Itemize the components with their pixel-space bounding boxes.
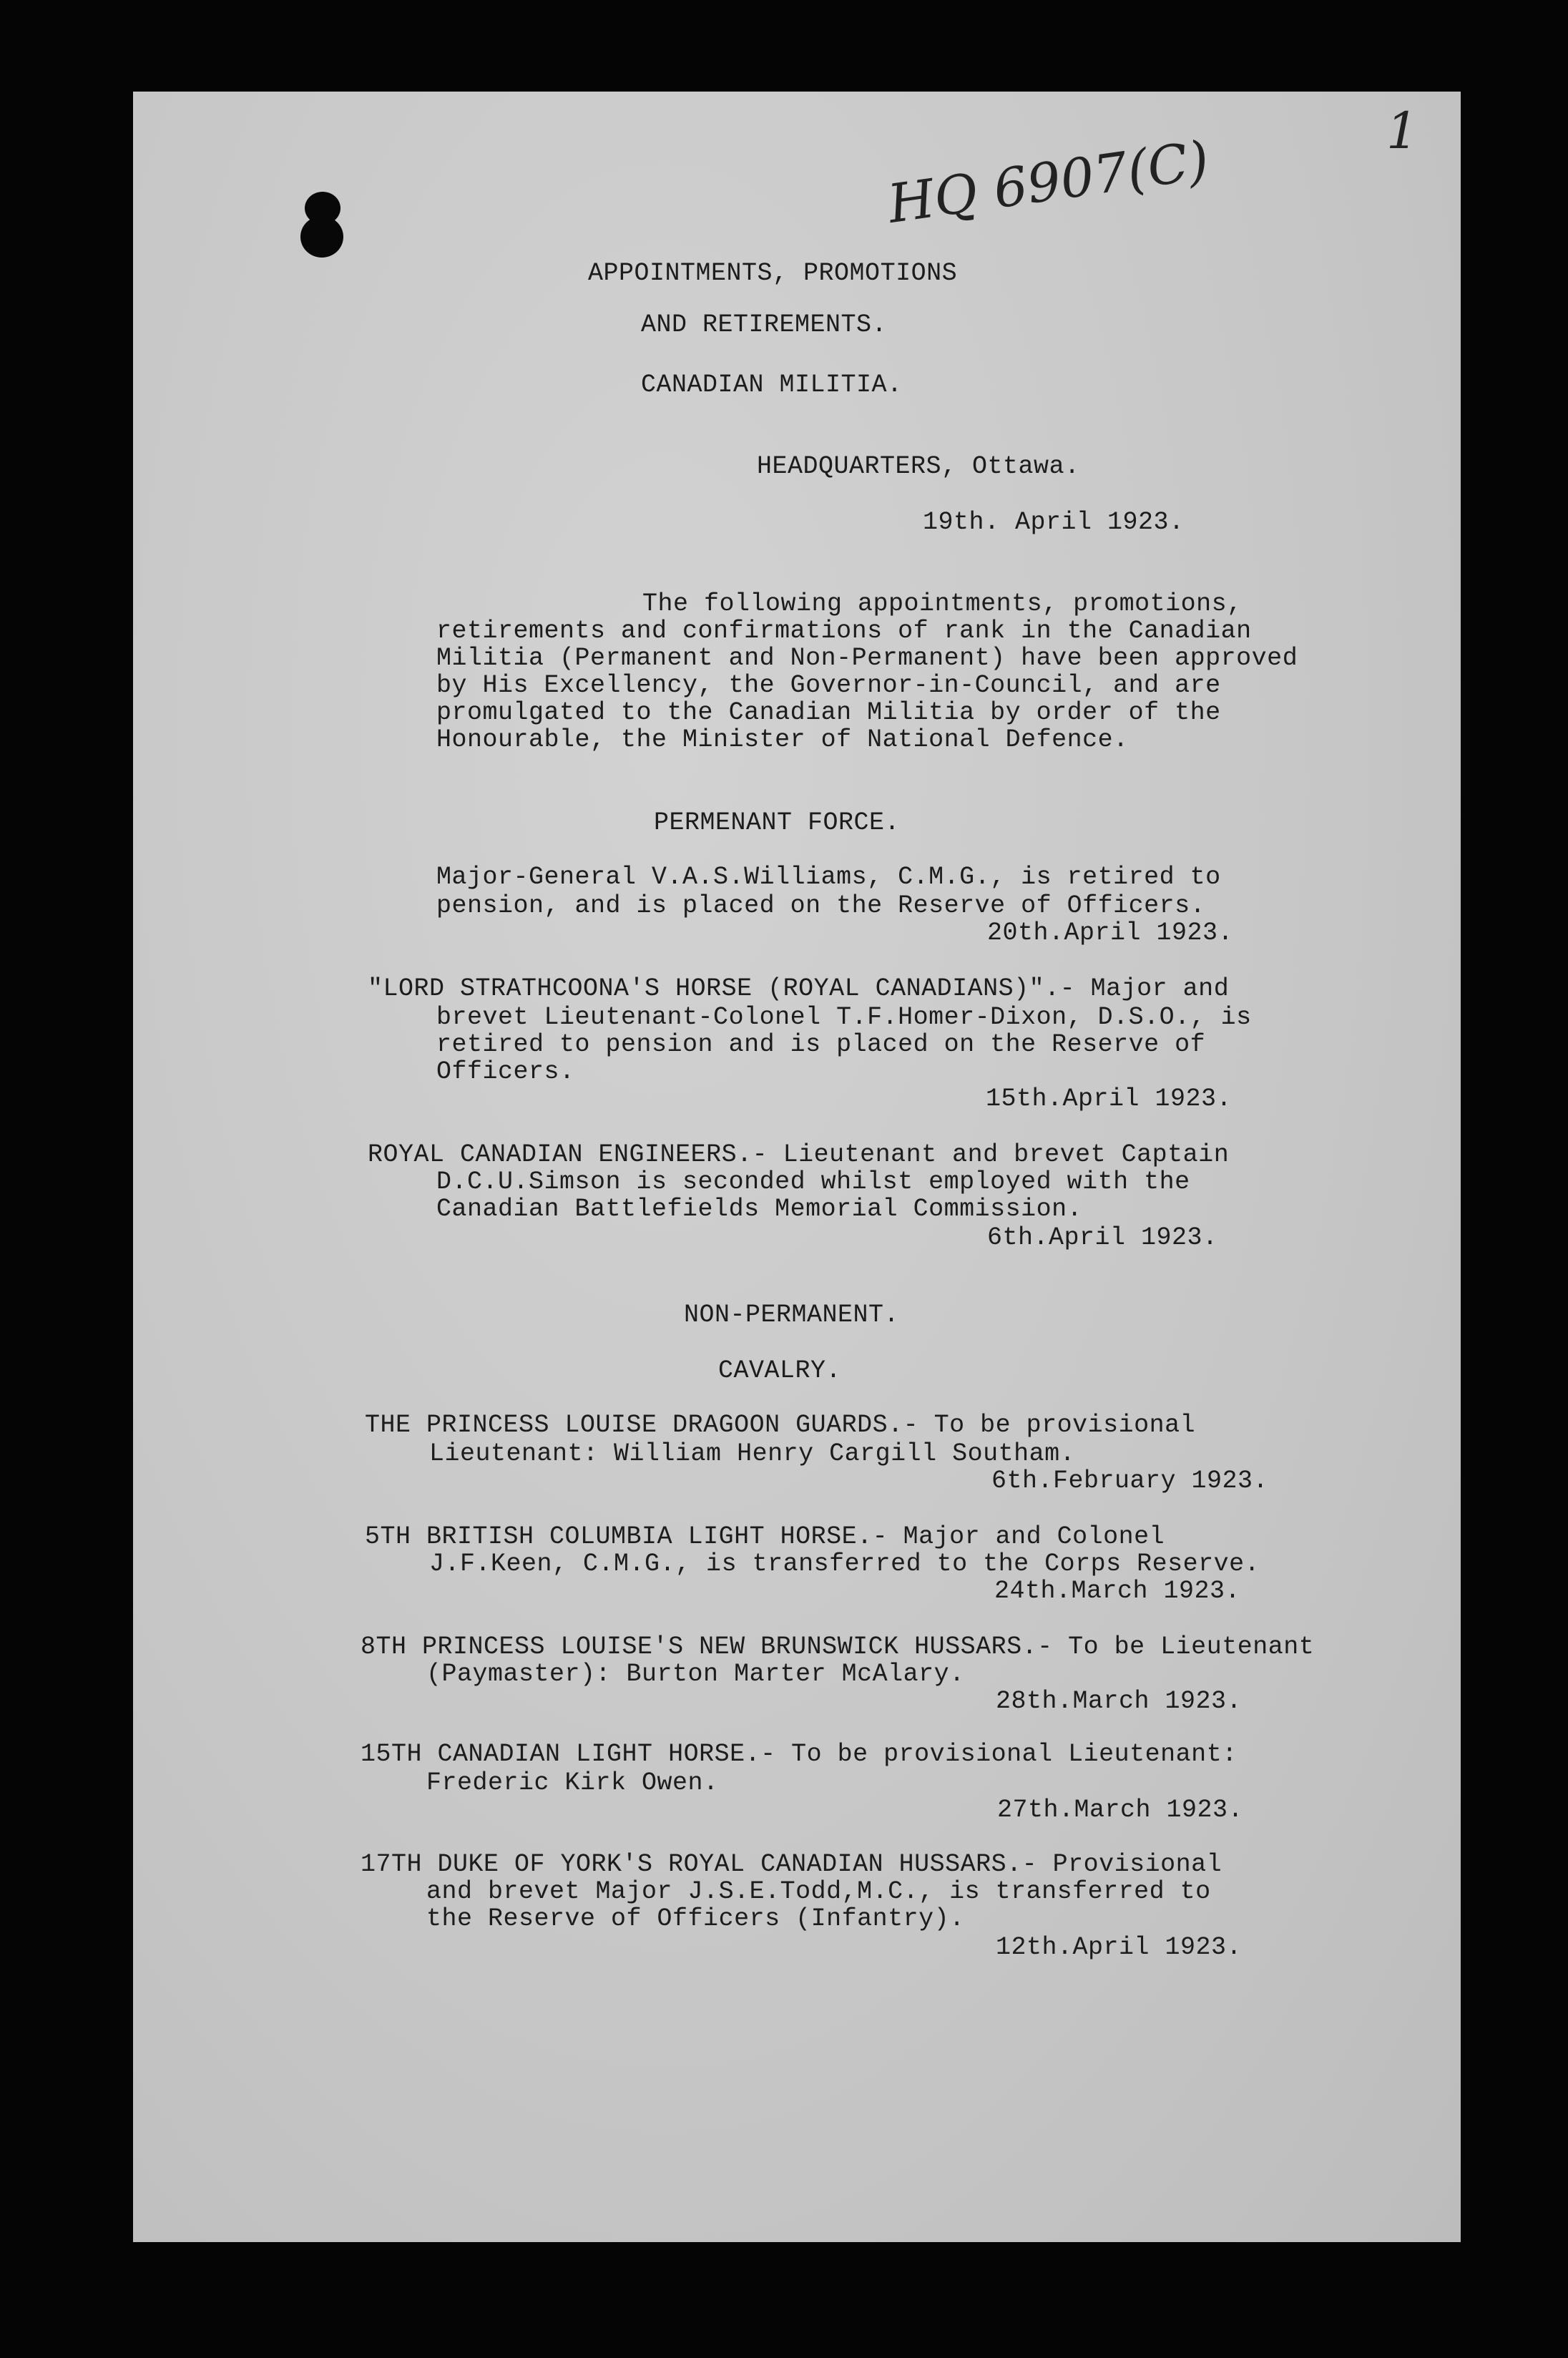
title-line-1: APPOINTMENTS, PROMOTIONS bbox=[588, 259, 958, 288]
title-line-3: CANADIAN MILITIA. bbox=[641, 371, 903, 399]
entry-line: brevet Lieutenant-Colonel T.F.Homer-Dixon, D.S.O., is bbox=[436, 1003, 1252, 1032]
intro-line-3: Militia (Permanent and Non-Permanent) have been approved bbox=[436, 644, 1298, 672]
entry-line: Lieutenant: William Henry Cargill Southam. bbox=[429, 1439, 1076, 1468]
subsection-heading-cavalry: CAVALRY. bbox=[718, 1356, 842, 1385]
entry-date: 6th.February 1923. bbox=[991, 1467, 1269, 1495]
intro-line-1: The following appointments, promotions, bbox=[642, 590, 1243, 618]
entry-line: pension, and is placed on the Reserve of Officers. bbox=[436, 891, 1206, 920]
entry-line: Frederic Kirk Owen. bbox=[426, 1768, 719, 1797]
entry-date: 12th.April 1923. bbox=[996, 1933, 1243, 1962]
entry-line: "LORD STRATHCOONA'S HORSE (ROYAL CANADIANS)".- Major and bbox=[368, 974, 1230, 1003]
intro-line-6: Honourable, the Minister of National Defence. bbox=[436, 725, 1129, 754]
entry-date: 6th.April 1923. bbox=[987, 1223, 1218, 1252]
entry-line: J.F.Keen, C.M.G., is transferred to the Corps Reserve. bbox=[429, 1550, 1260, 1578]
entry-line: Major-General V.A.S.Williams, C.M.G., is retired to bbox=[436, 863, 1221, 891]
intro-line-5: promulgated to the Canadian Militia by order of the bbox=[436, 698, 1221, 727]
entry-line: D.C.U.Simson is seconded whilst employed with the bbox=[436, 1168, 1190, 1196]
entry-line: (Paymaster): Burton Marter McAlary. bbox=[426, 1660, 965, 1688]
entry-date: 15th.April 1923. bbox=[986, 1085, 1233, 1113]
entry-date: 27th.March 1923. bbox=[997, 1796, 1244, 1824]
intro-line-4: by His Excellency, the Governor-in-Council, and are bbox=[436, 671, 1221, 700]
entry-line: the Reserve of Officers (Infantry). bbox=[426, 1904, 965, 1933]
entry-line: Officers. bbox=[436, 1057, 575, 1086]
entry-date: 28th.March 1923. bbox=[996, 1687, 1243, 1716]
entry-line: 15TH CANADIAN LIGHT HORSE.- To be provisional Lieutenant: bbox=[361, 1740, 1238, 1768]
entry-line: and brevet Major J.S.E.Todd,M.C., is transferred to bbox=[426, 1877, 1211, 1906]
place-line: HEADQUARTERS, Ottawa. bbox=[757, 452, 1080, 481]
entry-line: Canadian Battlefields Memorial Commission. bbox=[436, 1195, 1083, 1223]
entry-line: ROYAL CANADIAN ENGINEERS.- Lieutenant and brevet Captain bbox=[368, 1140, 1230, 1169]
entry-line: retired to pension and is placed on the Reserve of bbox=[436, 1030, 1206, 1059]
handwritten-reference: HQ 6907(C) bbox=[884, 129, 1213, 235]
title-line-2: AND RETIREMENTS. bbox=[641, 310, 888, 339]
section-heading-nonpermanent: NON-PERMANENT. bbox=[684, 1301, 900, 1329]
entry-date: 24th.March 1923. bbox=[994, 1577, 1241, 1605]
entry-line: 17TH DUKE OF YORK'S ROYAL CANADIAN HUSSARS.- Provisional bbox=[361, 1850, 1222, 1879]
entry-line: 8TH PRINCESS LOUISE'S NEW BRUNSWICK HUSSARS.- To be Lieutenant bbox=[361, 1633, 1315, 1661]
section-heading-permanent: PERMENANT FORCE. bbox=[654, 808, 901, 837]
entry-date: 20th.April 1923. bbox=[987, 919, 1234, 947]
entry-line: 5TH BRITISH COLUMBIA LIGHT HORSE.- Major and Colonel bbox=[365, 1522, 1165, 1551]
page-number: 1 bbox=[1386, 102, 1418, 160]
intro-line-2: retirements and confirmations of rank in the Canadian bbox=[436, 617, 1252, 645]
date-line: 19th. April 1923. bbox=[923, 508, 1185, 537]
punch-hole-icon bbox=[300, 192, 345, 258]
entry-line: THE PRINCESS LOUISE DRAGOON GUARDS.- To be provisional bbox=[365, 1411, 1196, 1439]
